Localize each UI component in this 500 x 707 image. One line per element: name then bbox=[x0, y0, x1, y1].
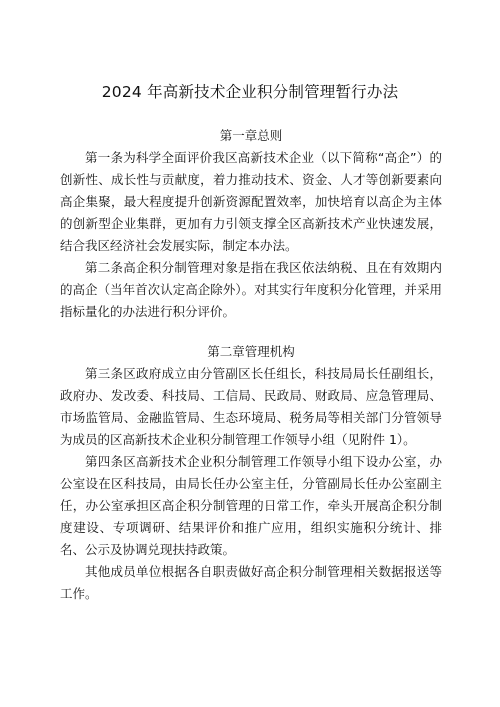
article-paragraph: 第一条为科学全面评价我区高新技术企业（以下简称“高企”）的创新性、成长性与贡献度，着力推动技术、资金、人才等创新要素向高企集聚，最大程度提升创新资源配置效率，加快培育以高企为主体的创新型企业集群，更加有力引领支撑全区高新技术产业快速发展，结合我区经济社会发展实际，制定本办法。 bbox=[60, 150, 442, 253]
chapter-heading: 第一章总则 bbox=[219, 128, 283, 143]
article-paragraph: 第二条高企积分制管理对象是指在我区依法纳税、且在有效期内的高企（当年首次认定高企除外）。对其实行年度积分化管理，并采用指标量化的办法进行积分评价。 bbox=[60, 260, 442, 319]
chapter-2 bbox=[60, 341, 442, 605]
article-paragraph: 第四条区高新技术企业积分制管理工作领导小组下设办公室，办公室设在区科技局，由局长任办公室主任，分管副局长任办公室副主任，办公室承担区高企积分制管理的日常工作，牵头开展高企积分制度建设、专项调研、结果评价和推广应用，组织实施积分统计、排名、公示及协调兑现扶持政策。 bbox=[60, 454, 442, 557]
chapter-heading: 第二章管理机构 bbox=[207, 344, 295, 359]
document-body bbox=[60, 125, 442, 605]
article-paragraph: 第三条区政府成立由分管副区长任组长，科技局局长任副组长，政府办、发改委、科技局、工信局、民政局、财政局、应急管理局、市场监管局、金融监管局、生态环境局、税务局等相关部门分管领导为成员的区高新技术企业积分制管理工作领导小组（见附件 1）。 bbox=[60, 366, 442, 447]
chapter-1 bbox=[60, 125, 442, 323]
document-title: 2024 年高新技术企业积分制管理暂行办法 bbox=[101, 83, 399, 101]
article-paragraph: 其他成员单位根据各自职责做好高企积分制管理相关数据报送等工作。 bbox=[60, 564, 442, 601]
